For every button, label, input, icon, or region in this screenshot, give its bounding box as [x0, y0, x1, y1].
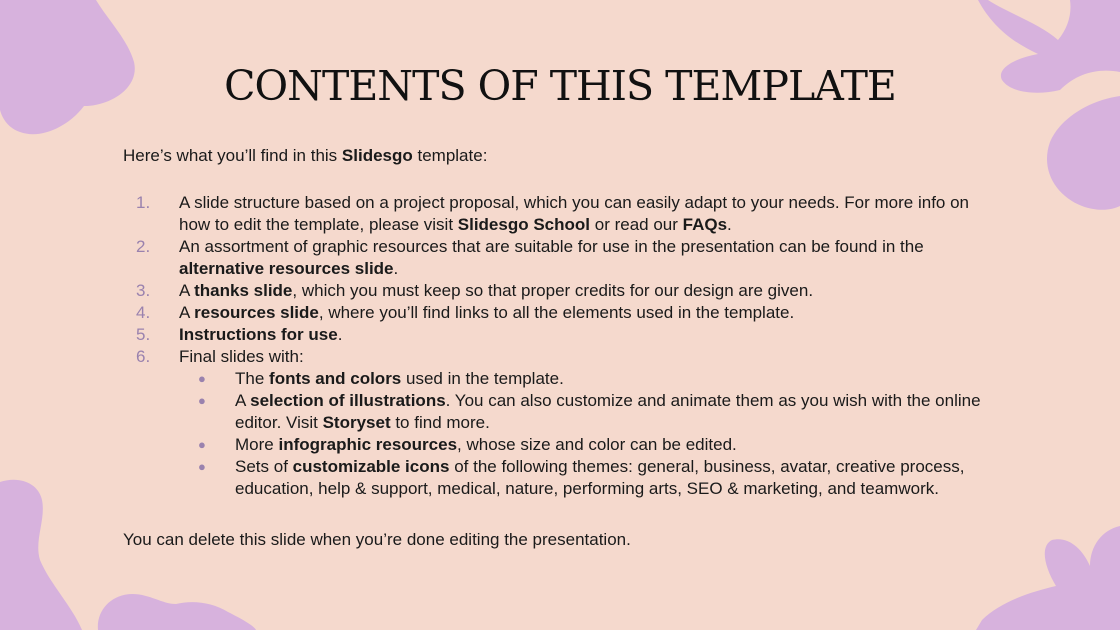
- list-item: [123, 280, 1003, 302]
- list-text: Final slides with:: [179, 347, 304, 366]
- text-run: .: [393, 259, 399, 278]
- list-text: [179, 237, 924, 278]
- text-run: An assortment of graphic resources that are suitable for use in the presentation can be found in the: [179, 237, 924, 256]
- outro-text: You can delete this slide when you’re done editing the presentation.: [123, 530, 631, 549]
- bold-run: Slidesgo School: [457, 215, 591, 234]
- text-run: A: [179, 303, 195, 322]
- list-number: 4.: [136, 303, 151, 322]
- bold-run: alternative resources slide: [179, 259, 394, 278]
- bullet-icon: ●: [198, 459, 206, 474]
- list-item: [123, 302, 1003, 324]
- list-item: [123, 324, 1003, 346]
- sub-list-item: [179, 434, 1003, 456]
- list-item: [123, 192, 1003, 236]
- sub-list-item: [179, 456, 1003, 500]
- text-run: A: [179, 281, 195, 300]
- list-item: [123, 236, 1003, 280]
- bold-run: thanks slide: [194, 281, 293, 300]
- intro-suffix: template:: [412, 146, 488, 165]
- list-number: 3.: [136, 281, 151, 300]
- list-number: 6.: [136, 347, 151, 366]
- text-run: , where you’ll find links to all the elements used in the template.: [318, 303, 795, 322]
- bold-run: FAQs: [682, 215, 728, 234]
- text-run: .: [337, 325, 343, 344]
- bold-run: Instructions for use: [179, 325, 338, 344]
- text-run: A: [235, 391, 251, 410]
- intro-text: [123, 145, 1023, 167]
- text-run: . You can also customize and animate them as you wish with the online editor. Visit: [235, 391, 981, 432]
- text-run: , which you must keep so that proper credits for our design are given.: [292, 281, 814, 300]
- text-run: used in the template.: [401, 369, 564, 388]
- bullet-icon: ●: [198, 393, 206, 408]
- bullet-icon: ●: [198, 437, 206, 452]
- sub-list-item: [179, 368, 1003, 390]
- list-text: [179, 281, 813, 300]
- intro-brand: Slidesgo: [341, 146, 413, 165]
- text-run: More: [235, 435, 279, 454]
- text-run: of the following themes: general, business, avatar, creative process, education, help & support, medical, nature, performing arts, SEO & marketing, and teamwork.: [235, 457, 965, 498]
- blob-bottom-left: [0, 480, 82, 630]
- text-run: A slide structure based on a project proposal, which you can easily adapt to your needs. For more info on how to edit the template, please visit: [179, 193, 970, 234]
- text-run: The: [235, 369, 270, 388]
- text-run: Sets of: [235, 457, 293, 476]
- sub-list-item: [179, 390, 1003, 434]
- list-number: 5.: [136, 325, 151, 344]
- intro-prefix: Here’s what you’ll find in this: [123, 146, 342, 165]
- bold-run: infographic resources: [278, 435, 458, 454]
- bullet-icon: ●: [198, 371, 206, 386]
- text-run: or read our: [590, 215, 683, 234]
- blob-bottom-center: [98, 594, 256, 630]
- bold-run: fonts and colors: [269, 369, 402, 388]
- list-text: [179, 303, 794, 322]
- list-number: 2.: [136, 237, 151, 256]
- text-run: , whose size and color can be edited.: [457, 435, 737, 454]
- bold-run: selection of illustrations: [250, 391, 446, 410]
- final-slides-sublist: [179, 368, 1003, 500]
- list-text: [179, 325, 342, 344]
- bold-run: customizable icons: [292, 457, 450, 476]
- text-run: to find more.: [390, 413, 490, 432]
- bold-run: Storyset: [322, 413, 391, 432]
- list-item: [123, 346, 1003, 500]
- blob-right: [1047, 96, 1120, 210]
- slide-title: CONTENTS OF THIS TEMPLATE: [224, 62, 896, 110]
- list-number: 1.: [136, 193, 151, 212]
- contents-list: [123, 192, 1003, 500]
- text-run: .: [727, 215, 732, 234]
- bold-run: resources slide: [194, 303, 319, 322]
- list-text: [179, 193, 969, 234]
